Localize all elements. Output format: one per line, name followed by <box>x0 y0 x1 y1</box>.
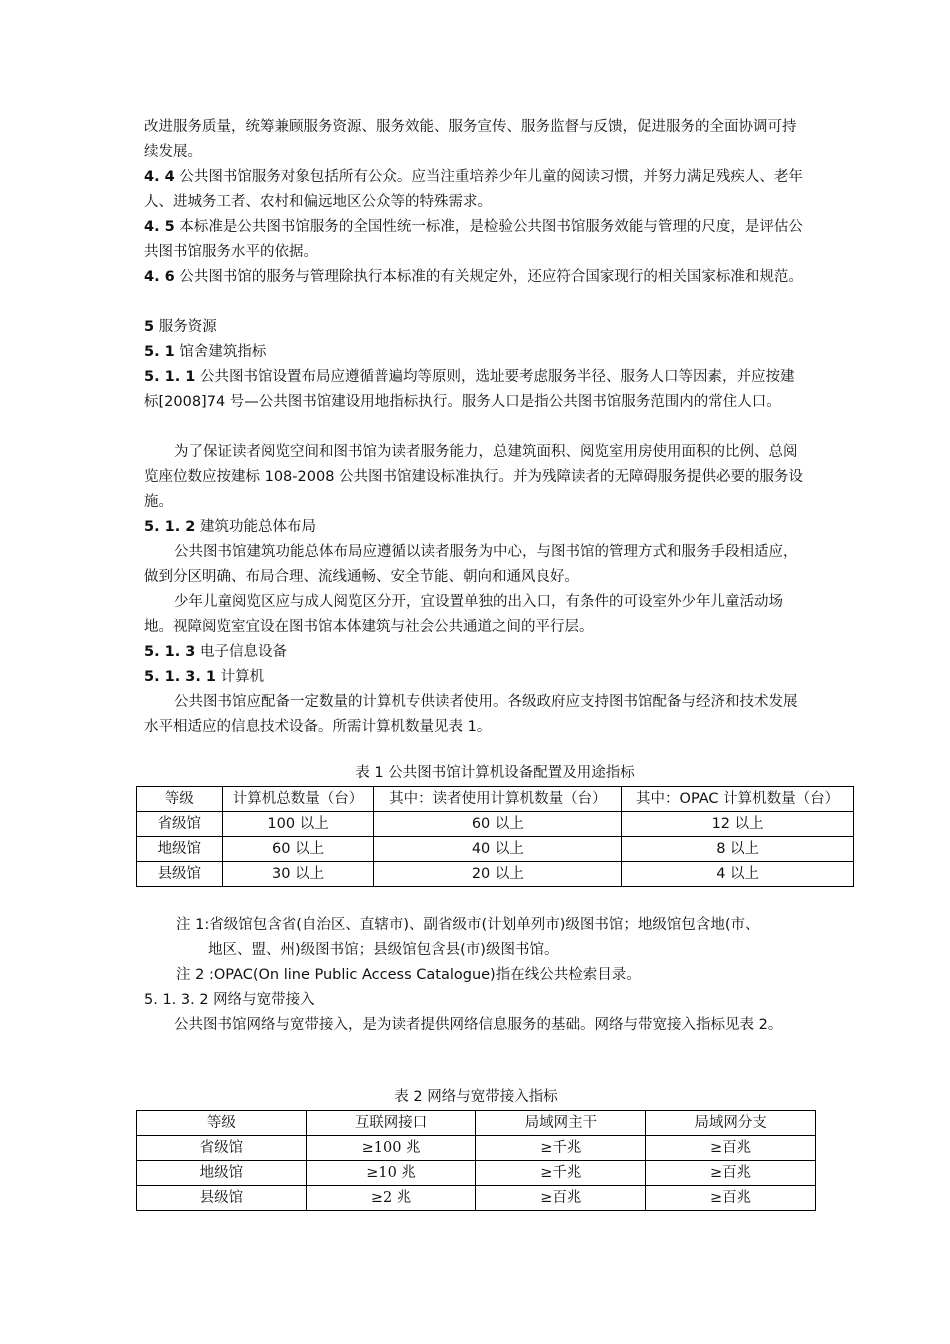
section-5-1-heading <box>144 340 808 365</box>
table-cell: 县级馆 <box>137 1186 307 1211</box>
table-cell: ≥10 兆 <box>306 1161 476 1186</box>
clause-number: 5. 1. 1 <box>144 369 196 385</box>
paragraph-text: 改进服务质量，统筹兼顾服务资源、服务效能、服务宣传、服务监督与反馈，促进服务的全面协调可持续发展。 <box>144 119 797 160</box>
section-5-1-3-1-heading <box>144 665 808 690</box>
clause-text: 公共图书馆设置布局应遵循普遍均等原则，选址要考虑服务半径、服务人口等因素，并应按建标[2008]74 号—公共图书馆建设用地指标执行。服务人口是指公共图书馆服务范围内的常住人口。 <box>144 369 795 410</box>
table-cell: 县级馆 <box>137 862 223 887</box>
paragraph-text: 公共图书馆网络与宽带接入，是为读者提供网络信息服务的基础。网络与带宽接入指标见表 2。 <box>174 1017 783 1033</box>
table-cell: ≥100 兆 <box>306 1136 476 1161</box>
paragraph-text: 少年儿童阅览区应与成人阅览区分开，宜设置单独的出入口，有条件的可设室外少年儿童活动场地。视障阅览室宜设在图书馆本体建筑与社会公共通道之间的平行层。 <box>144 594 783 635</box>
table-row <box>137 837 854 862</box>
clause-4-6 <box>144 265 808 290</box>
table-cell: ≥百兆 <box>646 1161 816 1186</box>
clause-number: 5. 1. 3 <box>144 644 196 660</box>
clause-4-5 <box>144 215 808 265</box>
section-5-1-3-2-heading: 5. 1. 3. 2 网络与宽带接入 <box>144 992 315 1008</box>
table-cell: 60 以上 <box>374 812 622 837</box>
table-cell: 20 以上 <box>374 862 622 887</box>
table-row <box>137 812 854 837</box>
table-header-cell: 其中：读者使用计算机数量（台） <box>374 787 622 812</box>
table1-note-1-line-2: 地区、盟、州)级图书馆；县级馆包含县(市)级图书馆。 <box>208 942 559 958</box>
table-cell: 省级馆 <box>137 812 223 837</box>
clause-text: 公共图书馆的服务与管理除执行本标准的有关规定外，还应符合国家现行的相关国家标准和规范。 <box>174 269 803 285</box>
table-header-cell: 计算机总数量（台） <box>222 787 374 812</box>
clause-number: 5. 1. 2 <box>144 519 196 535</box>
table-header-cell: 互联网接口 <box>306 1111 476 1136</box>
table-cell: 30 以上 <box>222 862 374 887</box>
table-header-cell: 局域网主干 <box>476 1111 646 1136</box>
table-row <box>137 1186 816 1211</box>
table-cell: 100 以上 <box>222 812 374 837</box>
table-cell: 8 以上 <box>622 837 854 862</box>
table-header-cell: 等级 <box>137 787 223 812</box>
clause-4-4 <box>144 165 808 215</box>
clause-text: 公共图书馆服务对象包括所有公众。应当注重培养少年儿童的阅读习惯，并努力满足残疾人、老年人、进城务工者、农村和偏远地区公众等的特殊需求。 <box>144 169 803 210</box>
table-row <box>137 1136 816 1161</box>
table-row <box>137 1161 816 1186</box>
paragraph-building-area <box>144 440 808 515</box>
table1-computers <box>136 786 854 887</box>
clause-text: 服务资源 <box>154 319 217 335</box>
table-cell: 地级馆 <box>137 1161 307 1186</box>
paragraph-children-area <box>144 590 808 640</box>
table-cell: 60 以上 <box>222 837 374 862</box>
table-cell: ≥百兆 <box>646 1186 816 1211</box>
table-cell: ≥2 兆 <box>306 1186 476 1211</box>
table-cell: 12 以上 <box>622 812 854 837</box>
table-cell: 省级馆 <box>137 1136 307 1161</box>
table-cell: ≥百兆 <box>646 1136 816 1161</box>
clause-text: 馆舍建筑指标 <box>174 344 267 360</box>
table2-caption: 表 2 网络与宽带接入指标 <box>394 1089 558 1105</box>
clause-number: 4. 6 <box>144 269 175 285</box>
clause-text: 计算机 <box>216 669 265 685</box>
table-header-cell: 局域网分支 <box>646 1111 816 1136</box>
table2-network <box>136 1110 816 1211</box>
clause-number: 5. 1. 3. 1 <box>144 669 217 685</box>
clause-text: 本标准是公共图书馆服务的全国性统一标准，是检验公共图书馆服务效能与管理的尺度，是评估公共图书馆服务水平的依据。 <box>144 219 803 260</box>
paragraph-text: 公共图书馆建筑功能总体布局应遵循以读者服务为中心，与图书馆的管理方式和服务手段相适应，做到分区明确、布局合理、流线通畅、安全节能、朝向和通风良好。 <box>144 544 798 585</box>
paragraph-text: 公共图书馆应配备一定数量的计算机专供读者使用。各级政府应支持图书馆配备与经济和技术发展水平相适应的信息技术设备。所需计算机数量见表 1。 <box>144 694 798 735</box>
table-cell: 4 以上 <box>622 862 854 887</box>
paragraph-continuation <box>144 115 808 165</box>
table-cell: ≥百兆 <box>476 1186 646 1211</box>
table-header-cell: 其中：OPAC 计算机数量（台） <box>622 787 854 812</box>
clause-text: 电子信息设备 <box>195 644 287 660</box>
table-header-row <box>137 787 854 812</box>
table-header-cell: 等级 <box>137 1111 307 1136</box>
table1-note-2: 注 2 :OPAC(On line Public Access Catalogue)指在线公共检索目录。 <box>176 967 641 983</box>
table1-caption: 表 1 公共图书馆计算机设备配置及用途指标 <box>355 765 635 781</box>
table-header-row <box>137 1111 816 1136</box>
table-cell: ≥千兆 <box>476 1161 646 1186</box>
clause-number: 4. 4 <box>144 169 175 185</box>
section-5-heading <box>144 315 808 340</box>
table-cell: 地级馆 <box>137 837 223 862</box>
paragraph-network <box>144 1013 808 1038</box>
table-cell: 40 以上 <box>374 837 622 862</box>
paragraph-text: 为了保证读者阅览空间和图书馆为读者服务能力，总建筑面积、阅览室用房使用面积的比例、总阅览座位数应按建标 108-2008 公共图书馆建设标准执行。并为残障读者的无障碍服务提供必要的服务设施。 <box>144 444 804 510</box>
section-5-1-3-heading <box>144 640 808 665</box>
section-5-1-2-heading <box>144 515 808 540</box>
table1-note-1-line-1: 注 1:省级馆包含省(自治区、直辖市)、副省级市(计划单列市)级图书馆；地级馆包含地(市、 <box>176 917 760 933</box>
clause-number: 5. 1 <box>144 344 175 360</box>
paragraph-layout <box>144 540 808 590</box>
clause-number: 4. 5 <box>144 219 175 235</box>
table-cell: ≥千兆 <box>476 1136 646 1161</box>
paragraph-computers <box>144 690 808 740</box>
clause-number: 5 <box>144 319 155 335</box>
table-row <box>137 862 854 887</box>
clause-text: 建筑功能总体布局 <box>195 519 316 535</box>
clause-5-1-1 <box>144 365 808 415</box>
